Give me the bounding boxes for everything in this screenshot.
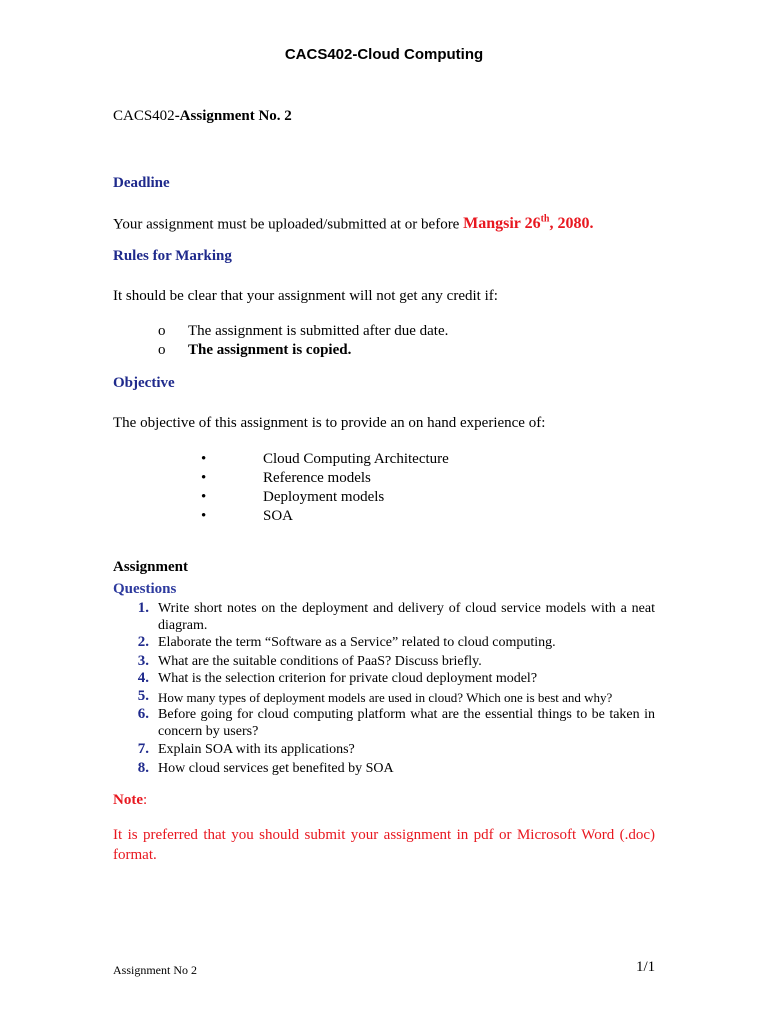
note-text: It is preferred that you should submit your assignment in pdf or Microsoft Word (.doc) format. xyxy=(113,827,655,863)
assignment-title xyxy=(113,108,292,125)
bullet-icon: • xyxy=(201,508,207,524)
rule-marker: o xyxy=(158,342,166,358)
page-number: 1/1 xyxy=(636,959,656,975)
question-number: 1. xyxy=(137,600,149,616)
questions-heading: Questions xyxy=(113,581,177,597)
bullet-icon: • xyxy=(201,470,207,486)
question-number: 2. xyxy=(137,634,149,650)
bullet-icon: • xyxy=(201,451,207,467)
objective-heading: Objective xyxy=(113,375,175,391)
deadline-text xyxy=(113,214,593,233)
question-text: How many types of deployment models are used in cloud? Which one is best and why? xyxy=(158,690,613,705)
deadline-date: Mangsir 26th, 2080. xyxy=(463,214,594,233)
rule-item: The assignment is submitted after due date. xyxy=(188,323,449,339)
question-number: 6. xyxy=(137,706,149,722)
objective-intro: The objective of this assignment is to provide an on hand experience of: xyxy=(113,415,546,431)
question-text: Write short notes on the deployment and delivery of cloud service models with a neat diagram. xyxy=(158,601,655,633)
question-number: 7. xyxy=(137,741,149,757)
deadline-heading: Deadline xyxy=(113,175,170,191)
question-number: 8. xyxy=(137,760,149,776)
objective-item: Reference models xyxy=(263,470,371,486)
objective-item: SOA xyxy=(263,508,294,524)
assignment-number: -Assignment No. 2 xyxy=(174,108,292,124)
course-title: CACS402-Cloud Computing xyxy=(284,46,484,63)
question-number: 4. xyxy=(137,670,149,686)
footer-title: Assignment No 2 xyxy=(113,963,197,977)
question-text: Explain SOA with its applications? xyxy=(158,742,355,757)
rules-intro: It should be clear that your assignment will not get any credit if: xyxy=(113,288,498,304)
question-number: 5. xyxy=(137,688,149,704)
deadline-sentence: Your assignment must be uploaded/submitted at or before xyxy=(113,216,464,233)
question-text: How cloud services get benefited by SOA xyxy=(158,761,394,776)
bullet-icon: • xyxy=(201,489,207,505)
question-text: Elaborate the term “Software as a Service” related to cloud computing. xyxy=(158,635,556,650)
objective-item: Cloud Computing Architecture xyxy=(263,451,449,467)
course-code: CACS402 xyxy=(113,108,175,124)
note-label: Note: xyxy=(113,792,148,808)
question-text: Before going for cloud computing platform what are the essential things to be taken in concern by users? xyxy=(158,707,655,739)
question-number: 3. xyxy=(137,653,149,669)
assignment-heading: Assignment xyxy=(113,559,189,575)
objective-item: Deployment models xyxy=(263,489,385,505)
question-text: What is the selection criterion for private cloud deployment model? xyxy=(158,671,538,686)
rules-heading: Rules for Marking xyxy=(113,248,232,264)
question-text: What are the suitable conditions of PaaS? Discuss briefly. xyxy=(158,654,482,669)
rule-marker: o xyxy=(158,323,166,339)
rule-item: The assignment is copied. xyxy=(188,342,352,358)
